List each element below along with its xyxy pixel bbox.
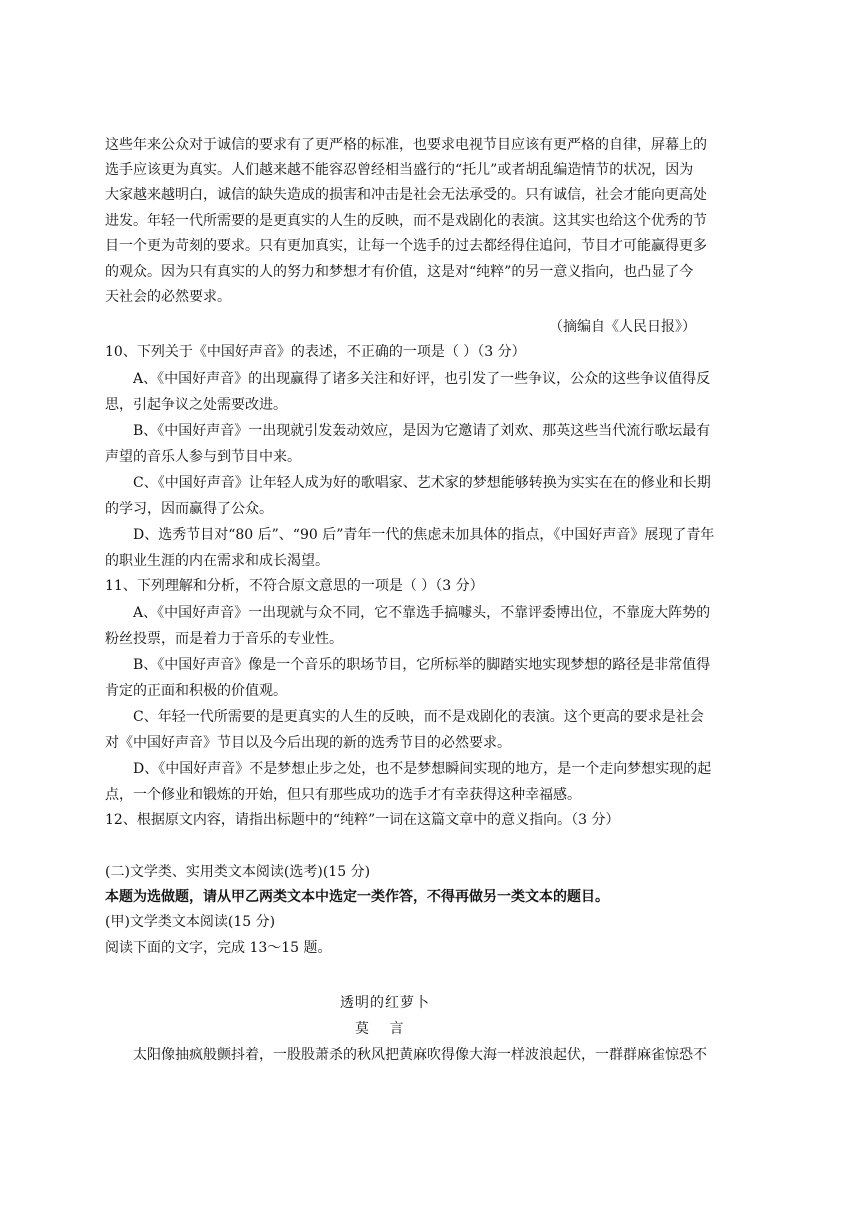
q10-option-d-cont: 的职业生涯的内在需求和成长渴望。 — [105, 553, 329, 569]
q11-option-d-cont: 点，一个修业和锻炼的开始，但只有那些成功的选手才有幸获得这种幸福感。 — [105, 787, 581, 803]
section-heading: (二)文学类、实用类文本阅读(选考)(15 分) — [105, 864, 371, 880]
passage-line: 的观众。因为只有真实的人的努力和梦想才有价值，这是对“纯粹”的另一意义指向，也凸显了今 — [105, 264, 694, 280]
question-12-stem: 12、根据原文内容，请指出标题中的“纯粹”一词在这篇文章中的意义指向。（3 分） — [105, 812, 620, 828]
q11-option-c-cont: 对《中国好声音》节目以及今后出现的新的选秀节目的必然要求。 — [105, 735, 511, 751]
passage-line: 目一个更为苛刻的要求。只有更加真实，让每一个选手的过去都经得住追问，节目才可能赢得更多 — [105, 238, 707, 254]
q11-option-c: C、年轻一代所需要的是更真实的人生的反映，而不是戏剧化的表演。这个更高的要求是社会 — [133, 709, 704, 725]
passage-line: 进发。年轻一代所需要的是更真实的人生的反映，而不是戏剧化的表演。这其实也给这个优秀的节 — [105, 213, 707, 229]
q10-option-b-cont: 声望的音乐人参与到节目中来。 — [105, 449, 301, 465]
story-title: 透明的红萝卜 — [340, 995, 430, 1011]
story-first-line: 太阳像抽疯般颤抖着，一股股萧杀的秋风把黄麻吹得像大海一样波浪起伏，一群群麻雀惊恐不 — [133, 1047, 707, 1063]
passage-line: 这些年来公众对于诚信的要求有了更严格的标准，也要求电视节目应该有更严格的自律，屏幕上的 — [105, 137, 707, 153]
reading-prompt: 阅读下面的文字，完成 13～15 题。 — [105, 940, 332, 956]
q10-option-a: A、《中国好声音》的出现赢得了诸多关注和好评，也引发了一些争议，公众的这些争议值得反 — [133, 371, 711, 387]
question-10-stem: 10、下列关于《中国好声音》的表述，不正确的一项是（ ）（3 分） — [105, 344, 526, 360]
q10-option-d: D、选秀节目对“80 后”、“90 后”青年一代的焦虑未加具体的指点，《中国好声音》展现了青年 — [133, 527, 715, 543]
q11-option-a-cont: 粉丝投票，而是着力于音乐的专业性。 — [105, 631, 343, 647]
section-sub-heading: (甲)文学类文本阅读(15 分) — [105, 914, 276, 930]
q10-option-c-cont: 的学习，因而赢得了公众。 — [105, 501, 273, 517]
q10-option-c: C、《中国好声音》让年轻人成为好的歌唱家、艺术家的梦想能够转换为实实在在的修业和长期 — [133, 475, 711, 491]
section-instruction: 本题为选做题，请从甲乙两类文本中选定一类作答，不得再做另一类文本的题目。 — [105, 889, 609, 905]
q11-option-d: D、《中国好声音》不是梦想止步之处，也不是梦想瞬间实现的地方，是一个走向梦想实现的起 — [133, 761, 712, 777]
passage-line: 大家越来越明白，诚信的缺失造成的损害和冲击是社会无法承受的。只有诚信，社会才能向更高处 — [105, 187, 707, 203]
passage-line: 天社会的必然要求。 — [105, 289, 231, 305]
question-11-stem: 11、下列理解和分析，不符合原文意思的一项是（ ）（3 分） — [105, 578, 484, 594]
story-author: 莫 言 — [355, 1021, 412, 1037]
q11-option-a: A、《中国好声音》一出现就与众不同，它不靠选手搞噱头，不靠评委博出位，不靠庞大阵势的 — [133, 605, 711, 621]
passage-line: 选手应该更为真实。人们越来越不能容忍曾经相当盛行的“托儿”或者胡乱编造情节的状况，因为 — [105, 162, 694, 178]
q10-option-a-cont: 思，引起争议之处需要改进。 — [105, 397, 287, 413]
q11-option-b-cont: 肯定的正面和积极的价值观。 — [105, 683, 287, 699]
q10-option-b: B、《中国好声音》一出现就引发轰动效应，是因为它邀请了刘欢、那英这些当代流行歌坛最有 — [133, 423, 711, 439]
q11-option-b: B、《中国好声音》像是一个音乐的职场节目，它所标举的脚踏实地实现梦想的路径是非常值得 — [133, 657, 711, 673]
passage-source: （摘编自《人民日报》） — [549, 319, 696, 335]
